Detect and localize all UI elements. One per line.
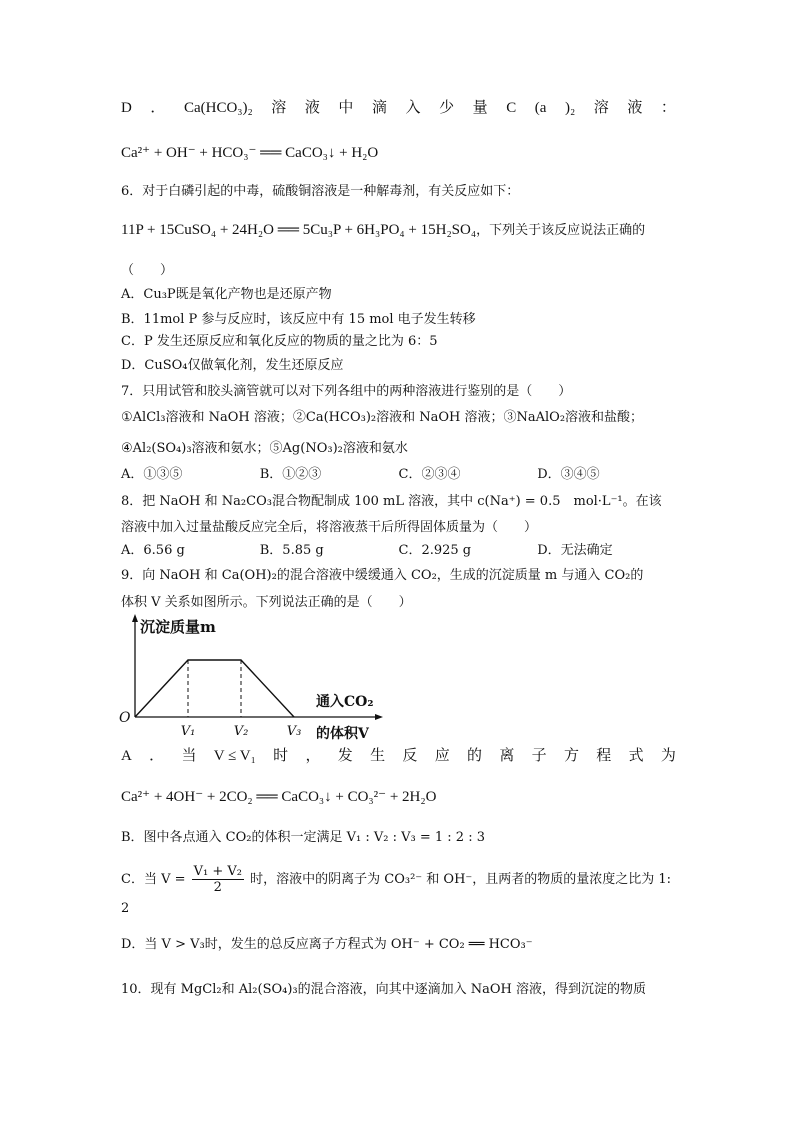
tick-label-v1: V₁ xyxy=(180,724,196,739)
q9-option-a-equation: Ca²⁺ + 4OH⁻ + 2CO₂ ══ CaCO₃↓ + CO₃²⁻ + 2H₂O xyxy=(121,789,437,805)
q6-paren: （ ） xyxy=(121,263,174,278)
text: 液 xyxy=(304,100,320,116)
x-axis-label-line2: 的体积V xyxy=(316,726,369,742)
q7-row2: ④Al₂(SO₄)₃溶液和氨水；⑤Ag(NO₃)₂溶液和氨水 xyxy=(121,441,408,456)
q8-line2: 溶液中加入过量盐酸反应完全后，将溶液蒸干后所得固体质量为（ ） xyxy=(121,520,538,535)
text: 溶 xyxy=(593,100,609,116)
q9-option-c-cont: 2 xyxy=(121,901,130,916)
text: ． xyxy=(150,100,166,116)
q9-option-c xyxy=(121,864,671,895)
tick-label-v3: V₃ xyxy=(286,724,302,739)
q6-equation: 11P + 15CuSO₄ + 24H₂O ══ 5Cu₃P + 6H₃PO₄ + 15H₂SO₄ xyxy=(121,222,477,238)
fraction-denominator: 2 xyxy=(213,880,222,895)
y-axis-label: 沉淀质量m xyxy=(140,618,216,636)
q8-options xyxy=(121,541,676,561)
text: C．当 V = xyxy=(121,872,186,887)
fraction xyxy=(192,864,244,895)
q9-option-a xyxy=(121,746,676,766)
q9-option-b: B．图中各点通入 CO₂的体积一定满足 V₁ : V₂ : V₃ = 1 : 2 : 3 xyxy=(121,830,485,845)
text: 生 xyxy=(370,748,386,764)
q6-stem: 6．对于白磷引起的中毒，硫酸铜溶液是一种解毒剂，有关反应如下： xyxy=(121,184,520,199)
text: 滴 xyxy=(371,100,387,116)
q6-option-a: A．Cu₃P既是氧化产物也是还原产物 xyxy=(121,287,332,302)
text: 的 xyxy=(467,748,483,764)
origin-label: O xyxy=(119,710,131,726)
text: 当 xyxy=(181,748,197,764)
text: 时，溶液中的阴离子为 CO₃²⁻ 和 OH⁻，且两者的物质的量浓度之比为 1: xyxy=(250,872,672,887)
x-axis-arrow xyxy=(375,714,383,720)
text: 溶 xyxy=(271,100,287,116)
q8-line1: 8．把 NaOH 和 Na₂CO₃混合物配制成 100 mL 溶液，其中 c(Na⁺) = 0.5 mol·L⁻¹。在该 xyxy=(121,494,662,509)
q9-option-d: D．当 V > V₃时，发生的总反应离子方程式为 OH⁻ + CO₂ ══ HCO₃⁻ xyxy=(121,937,533,952)
q6-option-c: C．P 发生还原反应和氧化反应的物质的量之比为 6：5 xyxy=(121,334,438,349)
text: ． xyxy=(149,748,165,764)
q8-option-a: A．6.56 g xyxy=(121,543,185,558)
text: 式 xyxy=(628,748,644,764)
q7-options xyxy=(121,465,676,485)
text: 为 xyxy=(660,748,676,764)
text: A xyxy=(121,748,132,764)
series-line xyxy=(135,660,294,717)
q7-option-c: C．②③④ xyxy=(398,467,461,482)
y-axis-arrow xyxy=(132,614,138,622)
text: V ≤ V₁ xyxy=(213,748,256,764)
q10-line1: 10．现有 MgCl₂和 Al₂(SO₄)₃的混合溶液，向其中逐滴加入 NaOH 溶液，得到沉淀的物质 xyxy=(121,982,647,997)
x-axis-label-line1: 通入CO₂ xyxy=(316,694,374,710)
text: Ca(HCO₃)₂ xyxy=(183,100,253,116)
q9-line2: 体积 V 关系如图所示。下列说法正确的是（ ） xyxy=(121,595,412,610)
text: )₂ xyxy=(565,100,576,116)
tick-label-v2: V₂ xyxy=(233,724,249,739)
q7-option-d: D．③④⑤ xyxy=(537,467,600,482)
text: 液 xyxy=(627,100,643,116)
text: 量 xyxy=(472,100,488,116)
text: 方 xyxy=(563,748,579,764)
text: 应 xyxy=(434,748,450,764)
q6-equation-tail: ，下列关于该反应说法正确的 xyxy=(476,223,646,238)
text: 入 xyxy=(405,100,421,116)
q5-equation: Ca²⁺ + OH⁻ + HCO₃⁻ ══ CaCO₃↓ + H₂O xyxy=(121,145,379,161)
text: ： xyxy=(660,100,676,116)
text: 发 xyxy=(337,748,353,764)
text: 时 xyxy=(273,748,289,764)
text: 少 xyxy=(439,100,455,116)
q8-option-c: C．2.925 g xyxy=(398,543,472,558)
q5-option-d xyxy=(121,98,676,118)
text: 子 xyxy=(531,748,547,764)
text: ， xyxy=(305,748,321,764)
precipitate-chart xyxy=(116,612,386,747)
q7-row1: ①AlCl₃溶液和 NaOH 溶液；②Ca(HCO₃)₂溶液和 NaOH 溶液；③NaAlO₂溶液和盐酸； xyxy=(121,410,644,425)
text: (a xyxy=(534,100,547,116)
q7-option-a: A．①③⑤ xyxy=(121,467,183,482)
text: 中 xyxy=(338,100,354,116)
q8-option-b: B．5.85 g xyxy=(259,543,324,558)
q7-option-b: B．①②③ xyxy=(259,467,322,482)
q6-option-d: D．CuSO₄仅做氧化剂，发生还原反应 xyxy=(121,358,344,373)
text: 程 xyxy=(596,748,612,764)
text: C xyxy=(506,100,517,116)
text: 离 xyxy=(499,748,515,764)
fraction-numerator: V₁ + V₂ xyxy=(193,864,242,879)
q6-equation-line xyxy=(121,220,645,241)
text: D xyxy=(121,100,132,116)
q9-line1: 9．向 NaOH 和 Ca(OH)₂的混合溶液中缓缓通入 CO₂，生成的沉淀质量 m 与通入 CO₂的 xyxy=(121,568,644,583)
text: 反 xyxy=(402,748,418,764)
q7-stem: 7．只用试管和胶头滴管就可以对下列各组中的两种溶液进行鉴别的是（ ） xyxy=(121,384,572,399)
q8-option-d: D．无法确定 xyxy=(537,543,613,558)
q6-option-b: B．11mol P 参与反应时，该反应中有 15 mol 电子发生转移 xyxy=(121,312,476,327)
